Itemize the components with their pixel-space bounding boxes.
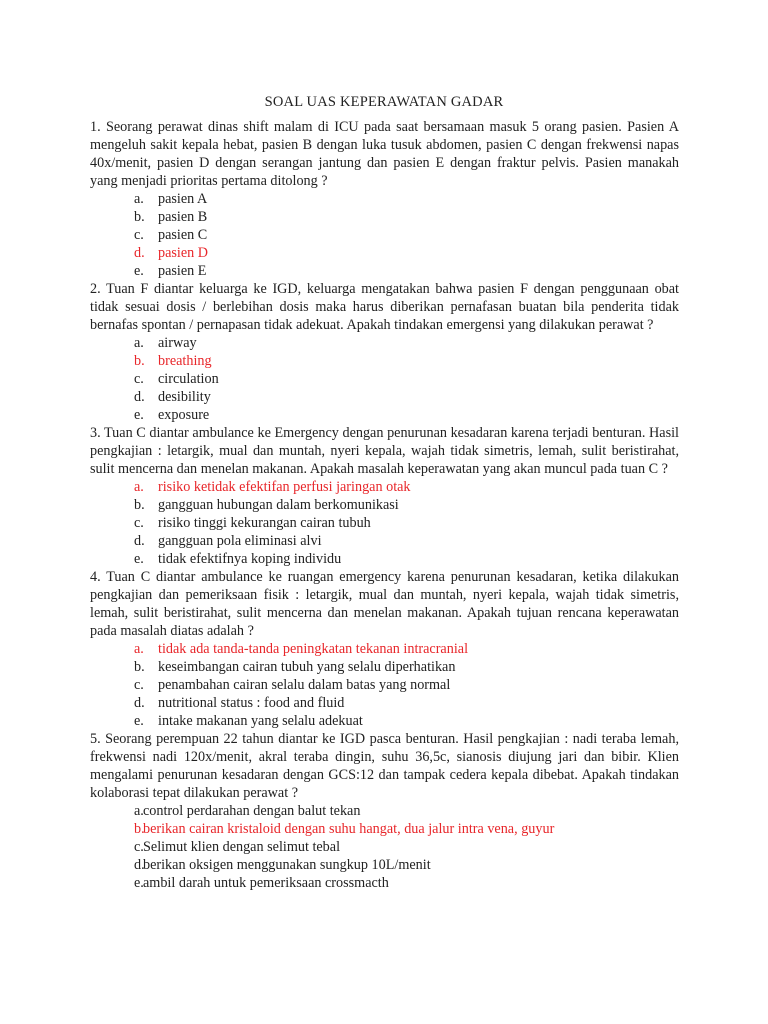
option-letter: e. [134,713,144,729]
option-b-answer [90,820,679,838]
option-list [90,334,679,424]
option-text: gangguan hubungan dalam berkomunikasi [158,497,399,513]
question-2 [90,280,679,424]
option-letter: e. [134,875,144,891]
question-1 [90,118,679,280]
option-letter: e. [134,263,144,279]
option-list [90,190,679,280]
option-a-answer [90,478,679,496]
option-text: gangguan pola eliminasi alvi [158,533,322,549]
option-b [90,496,679,514]
option-a [90,190,679,208]
option-d [90,388,679,406]
option-d [90,532,679,550]
question-text: 3. Tuan C diantar ambulance ke Emergency dengan penurunan kesadaran karena terjadi benturan. Hasil pengkajian : letargik, mual dan muntah, nyeri kepala, wajah tidak simetris, lemah, sulit beristirahat, sulit mencerna dan menelan makanan. Apakah masalah keperawatan yang akan muncul pada tuan C ? [90,425,679,477]
option-letter: a. [134,335,144,351]
question-3 [90,424,679,568]
option-d [90,856,679,874]
option-text: airway [158,335,197,351]
question-text: 4. Tuan C diantar ambulance ke ruangan emergency karena penurunan kesadaran, ketika dilakukan pengkajian dan pemeriksaan fisik : letargik, mual dan muntah, nyeri kepala, wajah tidak simetris, lemah, sulit beristirahat, sulit mencerna dan menelan makanan. Apakah tujuan rencana keperawatan pada masalah diatas adalah ? [90,569,679,639]
option-e [90,406,679,424]
option-c [90,676,679,694]
option-text: pasien E [158,263,207,279]
option-letter: a. [134,641,144,657]
option-c [90,514,679,532]
option-letter: d. [134,533,145,549]
option-letter: c. [134,371,144,387]
question-text: 1. Seorang perawat dinas shift malam di ICU pada saat bersamaan masuk 5 orang pasien. Pasien A mengeluh sakit kepala hebat, pasien B dengan luka tusuk abdomen, pasien C dengan frekwensi napas 40x/menit, pasien D dengan serangan jantung dan pasien E dengan fraktur pelvis. Pasien manakah yang menjadi prioritas pertama ditolong ? [90,119,679,189]
option-e [90,712,679,730]
option-d [90,694,679,712]
option-letter: d. [134,245,145,261]
option-a-answer [90,640,679,658]
option-text: Selimut klien dengan selimut tebal [143,839,341,855]
question-5 [90,730,679,892]
option-text: desibility [158,389,211,405]
option-text: ambil darah untuk pemeriksaan crossmacth [143,875,389,891]
question-text: 5. Seorang perempuan 22 tahun diantar ke IGD pasca benturan. Hasil pengkajian : nadi teraba lemah, frekwensi nadi 120x/menit, akral teraba dingin, suhu 36,5c, sianosis diujung jari dan bibir. Klien mengalami penurunan kesadaran dengan GCS:12 dan tampak cedera kepala dibebat. Apakah tindakan kolaborasi tepat dilakukan perawat ? [90,731,679,801]
option-e [90,262,679,280]
option-text: pasien B [158,209,208,225]
option-list [90,640,679,730]
option-letter: d. [134,857,145,873]
option-b [90,208,679,226]
option-letter: b. [134,821,145,837]
option-letter: a. [134,803,144,819]
option-letter: c. [134,677,144,693]
option-letter: d. [134,389,145,405]
option-letter: e. [134,407,144,423]
option-list [90,802,679,892]
page-title: SOAL UAS KEPERAWATAN GADAR [264,94,504,110]
option-letter: c. [134,515,144,531]
option-text: pasien D [158,245,209,261]
option-letter: c. [134,227,144,243]
option-letter: c. [134,839,144,855]
option-text: risiko tinggi kekurangan cairan tubuh [158,515,371,531]
question-list [90,118,679,892]
option-text: berikan oksigen menggunakan sungkup 10L/menit [143,857,431,873]
option-letter: a. [134,479,144,495]
option-a [90,334,679,352]
option-text: circulation [158,371,219,387]
option-text: tidak efektifnya koping individu [158,551,342,567]
option-text: penambahan cairan selalu dalam batas yang normal [158,677,451,693]
option-text: tidak ada tanda-tanda peningkatan tekanan intracranial [158,641,469,657]
option-c [90,226,679,244]
option-letter: b. [134,209,145,225]
option-text: nutritional status : food and fluid [158,695,345,711]
option-text: pasien A [158,191,208,207]
question-text: 2. Tuan F diantar keluarga ke IGD, keluarga mengatakan bahwa pasien F dengan penggunaan obat tidak sesuai dosis / berlebihan dosis maka harus diberikan pernafasan buatan bila penderita tidak bernafas spontan / pernapasan tidak adekuat. Apakah tindakan emergensi yang dilakukan perawat ? [90,281,679,333]
option-letter: b. [134,659,145,675]
option-b-answer [90,352,679,370]
option-letter: b. [134,353,145,369]
option-text: risiko ketidak efektifan perfusi jaringan otak [158,479,411,495]
option-text: control perdarahan dengan balut tekan [143,803,361,819]
option-letter: d. [134,695,145,711]
option-b [90,658,679,676]
option-letter: e. [134,551,144,567]
option-d-answer [90,244,679,262]
option-letter: b. [134,497,145,513]
option-text: pasien C [158,227,208,243]
option-text: keseimbangan cairan tubuh yang selalu diperhatikan [158,659,456,675]
option-a [90,802,679,820]
option-text: breathing [158,353,212,369]
option-c [90,370,679,388]
option-c [90,838,679,856]
option-letter: a. [134,191,144,207]
question-4 [90,568,679,730]
option-e [90,550,679,568]
option-text: exposure [158,407,210,423]
option-list [90,478,679,568]
option-e [90,874,679,892]
option-text: berikan cairan kristaloid dengan suhu hangat, dua jalur intra vena, guyur [143,821,555,837]
option-text: intake makanan yang selalu adekuat [158,713,363,729]
